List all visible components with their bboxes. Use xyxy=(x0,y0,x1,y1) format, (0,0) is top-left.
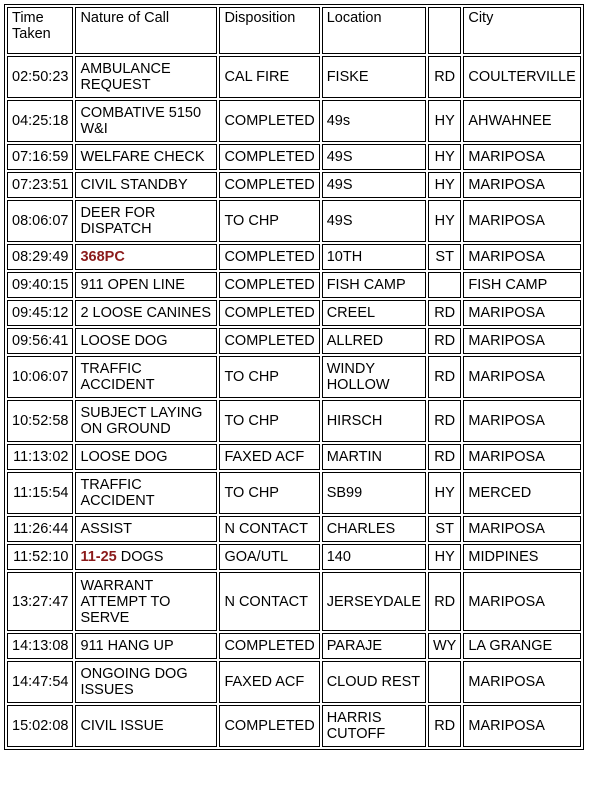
cell-suffix xyxy=(428,661,461,703)
cell-suffix: ST xyxy=(428,244,461,270)
cell-nature-of-call: ONGOING DOG ISSUES xyxy=(75,661,217,703)
cell-disposition: COMPLETED xyxy=(219,272,319,298)
table-row xyxy=(7,516,581,542)
cell-city: MARIPOSA xyxy=(463,144,580,170)
header-nature-of-call: Nature of Call xyxy=(75,7,217,54)
cell-location: PARAJE xyxy=(322,633,426,659)
cell-nature-of-call: AMBULANCE REQUEST xyxy=(75,56,217,98)
cell-suffix: RD xyxy=(428,705,461,747)
cell-disposition: COMPLETED xyxy=(219,244,319,270)
table-row xyxy=(7,705,581,747)
cell-time-taken: 07:23:51 xyxy=(7,172,73,198)
cell-nature-of-call: DEER FOR DISPATCH xyxy=(75,200,217,242)
cell-time-taken: 08:06:07 xyxy=(7,200,73,242)
cell-city: AHWAHNEE xyxy=(463,100,580,142)
cell-city: MARIPOSA xyxy=(463,400,580,442)
cell-disposition: CAL FIRE xyxy=(219,56,319,98)
cell-time-taken: 11:26:44 xyxy=(7,516,73,542)
cell-time-taken: 08:29:49 xyxy=(7,244,73,270)
cell-disposition: COMPLETED xyxy=(219,144,319,170)
header-location: Location xyxy=(322,7,426,54)
cell-location: WINDY HOLLOW xyxy=(322,356,426,398)
cell-disposition: COMPLETED xyxy=(219,300,319,326)
cell-city: FISH CAMP xyxy=(463,272,580,298)
cell-city: MARIPOSA xyxy=(463,356,580,398)
cell-suffix: ST xyxy=(428,516,461,542)
cell-location: SB99 xyxy=(322,472,426,514)
table-row xyxy=(7,300,581,326)
cell-time-taken: 09:45:12 xyxy=(7,300,73,326)
cell-nature-of-call: WELFARE CHECK xyxy=(75,144,217,170)
nature-extra-text: DOGS xyxy=(116,549,164,565)
cell-disposition: TO CHP xyxy=(219,400,319,442)
cell-city: MARIPOSA xyxy=(463,244,580,270)
header-row xyxy=(7,7,581,54)
cell-city: MARIPOSA xyxy=(463,328,580,354)
cell-city: MARIPOSA xyxy=(463,200,580,242)
cell-location: CLOUD REST xyxy=(322,661,426,703)
cell-disposition: N CONTACT xyxy=(219,516,319,542)
cell-disposition: FAXED ACF xyxy=(219,661,319,703)
cell-location: CREEL xyxy=(322,300,426,326)
cell-time-taken: 14:13:08 xyxy=(7,633,73,659)
cell-nature-of-call: CIVIL ISSUE xyxy=(75,705,217,747)
cell-time-taken: 11:13:02 xyxy=(7,444,73,470)
table-row xyxy=(7,272,581,298)
table-row xyxy=(7,144,581,170)
cell-time-taken: 10:52:58 xyxy=(7,400,73,442)
table-row xyxy=(7,472,581,514)
table-row xyxy=(7,400,581,442)
cell-suffix: RD xyxy=(428,300,461,326)
cell-city: MARIPOSA xyxy=(463,661,580,703)
cell-city: MARIPOSA xyxy=(463,516,580,542)
table-row xyxy=(7,572,581,631)
cell-location: 49S xyxy=(322,200,426,242)
header-suffix xyxy=(428,7,461,54)
cell-nature-of-call: 911 HANG UP xyxy=(75,633,217,659)
table-row xyxy=(7,544,581,570)
cell-suffix: HY xyxy=(428,100,461,142)
cell-nature-of-call xyxy=(75,244,217,270)
cell-time-taken: 07:16:59 xyxy=(7,144,73,170)
table-row xyxy=(7,56,581,98)
cell-location: 49s xyxy=(322,100,426,142)
cell-nature-of-call: TRAFFIC ACCIDENT xyxy=(75,356,217,398)
cell-city: MARIPOSA xyxy=(463,572,580,631)
cell-nature-of-call xyxy=(75,544,217,570)
cell-location: 49S xyxy=(322,144,426,170)
header-time-taken: Time Taken xyxy=(7,7,73,54)
cell-suffix: RD xyxy=(428,444,461,470)
cell-nature-of-call: COMBATIVE 5150 W&I xyxy=(75,100,217,142)
cell-time-taken: 09:40:15 xyxy=(7,272,73,298)
cell-nature-of-call: WARRANT ATTEMPT TO SERVE xyxy=(75,572,217,631)
table-row xyxy=(7,100,581,142)
cell-disposition: TO CHP xyxy=(219,472,319,514)
cell-disposition: COMPLETED xyxy=(219,100,319,142)
cell-suffix: HY xyxy=(428,472,461,514)
cell-suffix: RD xyxy=(428,328,461,354)
highlighted-code: 368PC xyxy=(80,249,125,265)
cell-time-taken: 04:25:18 xyxy=(7,100,73,142)
calls-body xyxy=(7,56,581,747)
cell-suffix: HY xyxy=(428,544,461,570)
cell-suffix: HY xyxy=(428,200,461,242)
cell-disposition: COMPLETED xyxy=(219,172,319,198)
cell-location: FISKE xyxy=(322,56,426,98)
cell-disposition: N CONTACT xyxy=(219,572,319,631)
cell-time-taken: 15:02:08 xyxy=(7,705,73,747)
cell-location: HARRIS CUTOFF xyxy=(322,705,426,747)
cell-time-taken: 02:50:23 xyxy=(7,56,73,98)
cell-disposition: TO CHP xyxy=(219,200,319,242)
cell-city: MARIPOSA xyxy=(463,444,580,470)
cell-city: MERCED xyxy=(463,472,580,514)
cell-time-taken: 13:27:47 xyxy=(7,572,73,631)
cell-nature-of-call: TRAFFIC ACCIDENT xyxy=(75,472,217,514)
cell-time-taken: 11:52:10 xyxy=(7,544,73,570)
cell-suffix: HY xyxy=(428,172,461,198)
cell-location: 49S xyxy=(322,172,426,198)
table-row xyxy=(7,444,581,470)
table-row xyxy=(7,356,581,398)
cell-suffix: HY xyxy=(428,144,461,170)
cell-location: FISH CAMP xyxy=(322,272,426,298)
table-row xyxy=(7,244,581,270)
cell-location: MARTIN xyxy=(322,444,426,470)
cell-location: ALLRED xyxy=(322,328,426,354)
cell-city: LA GRANGE xyxy=(463,633,580,659)
cell-suffix: RD xyxy=(428,56,461,98)
cell-nature-of-call: ASSIST xyxy=(75,516,217,542)
cell-city: MIDPINES xyxy=(463,544,580,570)
cell-city: COULTERVILLE xyxy=(463,56,580,98)
cell-time-taken: 09:56:41 xyxy=(7,328,73,354)
cell-location: JERSEYDALE xyxy=(322,572,426,631)
header-disposition: Disposition xyxy=(219,7,319,54)
cell-nature-of-call: LOOSE DOG xyxy=(75,328,217,354)
cell-disposition: TO CHP xyxy=(219,356,319,398)
cell-disposition: COMPLETED xyxy=(219,633,319,659)
cell-location: 140 xyxy=(322,544,426,570)
cell-disposition: GOA/UTL xyxy=(219,544,319,570)
table-row xyxy=(7,633,581,659)
table-row xyxy=(7,172,581,198)
cell-suffix: WY xyxy=(428,633,461,659)
cell-time-taken: 14:47:54 xyxy=(7,661,73,703)
table-row xyxy=(7,200,581,242)
cell-time-taken: 10:06:07 xyxy=(7,356,73,398)
cell-disposition: FAXED ACF xyxy=(219,444,319,470)
highlighted-code: 11-25 xyxy=(80,549,117,565)
calls-table xyxy=(4,4,584,750)
cell-nature-of-call: CIVIL STANDBY xyxy=(75,172,217,198)
table-row xyxy=(7,661,581,703)
cell-city: MARIPOSA xyxy=(463,300,580,326)
cell-suffix: RD xyxy=(428,572,461,631)
cell-location: HIRSCH xyxy=(322,400,426,442)
cell-nature-of-call: LOOSE DOG xyxy=(75,444,217,470)
cell-suffix: RD xyxy=(428,400,461,442)
cell-suffix: RD xyxy=(428,356,461,398)
cell-location: 10TH xyxy=(322,244,426,270)
cell-city: MARIPOSA xyxy=(463,705,580,747)
cell-disposition: COMPLETED xyxy=(219,705,319,747)
cell-disposition: COMPLETED xyxy=(219,328,319,354)
cell-nature-of-call: 911 OPEN LINE xyxy=(75,272,217,298)
cell-suffix xyxy=(428,272,461,298)
cell-city: MARIPOSA xyxy=(463,172,580,198)
header-city: City xyxy=(463,7,580,54)
cell-nature-of-call: SUBJECT LAYING ON GROUND xyxy=(75,400,217,442)
table-row xyxy=(7,328,581,354)
cell-nature-of-call: 2 LOOSE CANINES xyxy=(75,300,217,326)
cell-time-taken: 11:15:54 xyxy=(7,472,73,514)
cell-location: CHARLES xyxy=(322,516,426,542)
